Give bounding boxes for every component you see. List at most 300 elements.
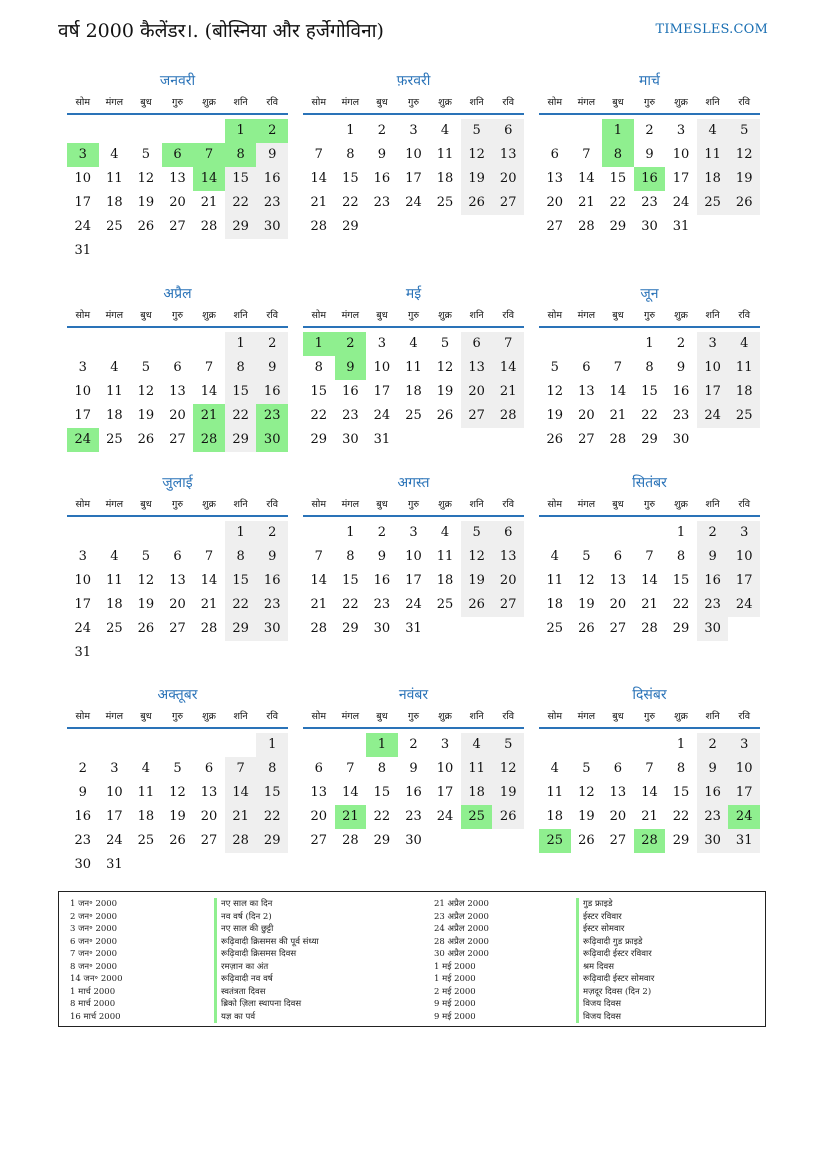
holiday-day-cell[interactable]: 14 bbox=[193, 167, 225, 191]
day-cell[interactable]: 29 bbox=[373, 833, 391, 848]
day-cell[interactable]: 9 bbox=[256, 545, 288, 569]
day-cell[interactable]: 23 bbox=[373, 195, 391, 210]
day-cell[interactable]: 22 bbox=[373, 809, 391, 824]
day-cell[interactable]: 16 bbox=[74, 809, 92, 824]
day-cell[interactable]: 2 bbox=[676, 336, 686, 351]
day-cell[interactable]: 28 bbox=[641, 621, 658, 636]
day-cell[interactable]: 15 bbox=[225, 167, 257, 191]
day-cell[interactable]: 15 bbox=[609, 171, 627, 186]
day-cell[interactable]: 1 bbox=[225, 332, 257, 356]
day-cell[interactable]: 27 bbox=[310, 833, 328, 848]
day-cell[interactable]: 26 bbox=[436, 408, 454, 423]
day-cell[interactable]: 19 bbox=[461, 167, 493, 191]
day-cell[interactable]: 25 bbox=[106, 432, 123, 447]
day-cell[interactable]: 6 bbox=[492, 119, 524, 143]
day-cell[interactable]: 24 bbox=[405, 597, 422, 612]
day-cell[interactable]: 2 bbox=[377, 525, 387, 540]
day-cell[interactable]: 14 bbox=[578, 171, 595, 186]
holiday-day-cell[interactable]: 30 bbox=[256, 428, 288, 452]
day-cell[interactable]: 17 bbox=[697, 380, 729, 404]
day-cell[interactable]: 9 bbox=[676, 360, 686, 375]
day-cell[interactable]: 11 bbox=[436, 549, 454, 564]
day-cell[interactable]: 25 bbox=[728, 404, 760, 428]
day-cell[interactable]: 8 bbox=[346, 549, 355, 564]
day-cell[interactable]: 21 bbox=[225, 805, 257, 829]
day-cell[interactable]: 14 bbox=[310, 573, 328, 588]
day-cell[interactable]: 26 bbox=[546, 432, 564, 447]
day-cell[interactable]: 18 bbox=[405, 384, 422, 399]
day-cell[interactable]: 11 bbox=[728, 356, 760, 380]
day-cell[interactable]: 12 bbox=[461, 545, 493, 569]
day-cell[interactable]: 23 bbox=[256, 593, 288, 617]
day-cell[interactable]: 17 bbox=[728, 781, 760, 805]
day-cell[interactable]: 9 bbox=[78, 785, 87, 800]
day-cell[interactable]: 1 bbox=[346, 525, 355, 540]
day-cell[interactable]: 27 bbox=[492, 191, 524, 215]
day-cell[interactable]: 26 bbox=[169, 833, 186, 848]
day-cell[interactable]: 2 bbox=[645, 123, 654, 138]
day-cell[interactable]: 16 bbox=[697, 569, 729, 593]
day-cell[interactable]: 18 bbox=[697, 167, 729, 191]
day-cell[interactable]: 20 bbox=[609, 809, 627, 824]
day-cell[interactable]: 3 bbox=[409, 525, 418, 540]
day-cell[interactable]: 1 bbox=[346, 123, 355, 138]
day-cell[interactable]: 26 bbox=[492, 805, 524, 829]
day-cell[interactable]: 5 bbox=[582, 549, 591, 564]
day-cell[interactable]: 23 bbox=[342, 408, 359, 423]
holiday-day-cell[interactable]: 8 bbox=[602, 143, 634, 167]
holiday-day-cell[interactable]: 7 bbox=[193, 143, 225, 167]
day-cell[interactable]: 12 bbox=[169, 785, 186, 800]
day-cell[interactable]: 7 bbox=[314, 147, 323, 162]
day-cell[interactable]: 16 bbox=[697, 781, 729, 805]
day-cell[interactable]: 4 bbox=[110, 147, 119, 162]
day-cell[interactable]: 25 bbox=[697, 191, 729, 215]
day-cell[interactable]: 29 bbox=[672, 833, 690, 848]
day-cell[interactable]: 22 bbox=[672, 809, 690, 824]
day-cell[interactable]: 20 bbox=[200, 809, 218, 824]
day-cell[interactable]: 29 bbox=[225, 617, 257, 641]
day-cell[interactable]: 19 bbox=[137, 597, 155, 612]
day-cell[interactable]: 10 bbox=[697, 356, 729, 380]
day-cell[interactable]: 11 bbox=[546, 785, 564, 800]
day-cell[interactable]: 17 bbox=[436, 785, 454, 800]
day-cell[interactable]: 1 bbox=[676, 737, 686, 752]
day-cell[interactable]: 9 bbox=[409, 761, 418, 776]
day-cell[interactable]: 24 bbox=[436, 809, 454, 824]
holiday-day-cell[interactable]: 8 bbox=[225, 143, 257, 167]
day-cell[interactable]: 10 bbox=[436, 761, 454, 776]
day-cell[interactable]: 12 bbox=[546, 384, 564, 399]
day-cell[interactable]: 13 bbox=[169, 384, 186, 399]
day-cell[interactable]: 18 bbox=[106, 408, 123, 423]
day-cell[interactable]: 6 bbox=[492, 521, 524, 545]
day-cell[interactable]: 7 bbox=[204, 360, 214, 375]
day-cell[interactable]: 24 bbox=[728, 593, 760, 617]
day-cell[interactable]: 27 bbox=[546, 219, 564, 234]
day-cell[interactable]: 24 bbox=[74, 219, 92, 234]
day-cell[interactable]: 9 bbox=[377, 549, 387, 564]
day-cell[interactable]: 13 bbox=[609, 785, 627, 800]
day-cell[interactable]: 30 bbox=[256, 215, 288, 239]
day-cell[interactable]: 3 bbox=[697, 332, 729, 356]
day-cell[interactable]: 17 bbox=[373, 384, 391, 399]
day-cell[interactable]: 8 bbox=[676, 549, 686, 564]
day-cell[interactable]: 4 bbox=[409, 336, 418, 351]
day-cell[interactable]: 8 bbox=[314, 360, 323, 375]
day-cell[interactable]: 23 bbox=[672, 408, 690, 423]
day-cell[interactable]: 10 bbox=[74, 171, 92, 186]
day-cell[interactable]: 9 bbox=[377, 147, 387, 162]
day-cell[interactable]: 4 bbox=[728, 332, 760, 356]
day-cell[interactable]: 18 bbox=[106, 195, 123, 210]
day-cell[interactable]: 2 bbox=[697, 521, 729, 545]
day-cell[interactable]: 27 bbox=[200, 833, 218, 848]
day-cell[interactable]: 7 bbox=[613, 360, 623, 375]
day-cell[interactable]: 16 bbox=[672, 384, 690, 399]
day-cell[interactable]: 26 bbox=[578, 621, 595, 636]
day-cell[interactable]: 12 bbox=[578, 573, 595, 588]
day-cell[interactable]: 26 bbox=[578, 833, 595, 848]
day-cell[interactable]: 5 bbox=[141, 549, 151, 564]
day-cell[interactable]: 20 bbox=[609, 597, 627, 612]
day-cell[interactable]: 28 bbox=[609, 432, 627, 447]
day-cell[interactable]: 22 bbox=[225, 404, 257, 428]
day-cell[interactable]: 19 bbox=[137, 408, 155, 423]
day-cell[interactable]: 31 bbox=[106, 857, 123, 872]
day-cell[interactable]: 16 bbox=[373, 171, 391, 186]
day-cell[interactable]: 22 bbox=[310, 408, 328, 423]
day-cell[interactable]: 25 bbox=[546, 621, 564, 636]
day-cell[interactable]: 5 bbox=[461, 521, 493, 545]
holiday-day-cell[interactable]: 24 bbox=[67, 428, 99, 452]
holiday-day-cell[interactable]: 16 bbox=[634, 167, 666, 191]
day-cell[interactable]: 15 bbox=[373, 785, 391, 800]
holiday-day-cell[interactable]: 23 bbox=[256, 404, 288, 428]
day-cell[interactable]: 21 bbox=[200, 195, 218, 210]
day-cell[interactable]: 12 bbox=[492, 757, 524, 781]
day-cell[interactable]: 4 bbox=[697, 119, 729, 143]
day-cell[interactable]: 29 bbox=[225, 428, 257, 452]
day-cell[interactable]: 5 bbox=[440, 336, 450, 351]
day-cell[interactable]: 3 bbox=[440, 737, 450, 752]
day-cell[interactable]: 10 bbox=[405, 147, 422, 162]
day-cell[interactable]: 14 bbox=[310, 171, 328, 186]
day-cell[interactable]: 29 bbox=[641, 432, 658, 447]
day-cell[interactable]: 22 bbox=[256, 805, 288, 829]
day-cell[interactable]: 20 bbox=[492, 167, 524, 191]
day-cell[interactable]: 27 bbox=[609, 621, 627, 636]
day-cell[interactable]: 13 bbox=[492, 143, 524, 167]
day-cell[interactable]: 21 bbox=[492, 380, 524, 404]
day-cell[interactable]: 11 bbox=[106, 384, 123, 399]
day-cell[interactable]: 27 bbox=[461, 404, 493, 428]
day-cell[interactable]: 3 bbox=[78, 360, 87, 375]
day-cell[interactable]: 19 bbox=[169, 809, 186, 824]
day-cell[interactable]: 30 bbox=[672, 432, 690, 447]
day-cell[interactable]: 2 bbox=[409, 737, 418, 752]
day-cell[interactable]: 11 bbox=[436, 147, 454, 162]
day-cell[interactable]: 29 bbox=[609, 219, 627, 234]
day-cell[interactable]: 26 bbox=[137, 432, 155, 447]
day-cell[interactable]: 24 bbox=[373, 408, 391, 423]
day-cell[interactable]: 16 bbox=[256, 569, 288, 593]
day-cell[interactable]: 13 bbox=[310, 785, 328, 800]
day-cell[interactable]: 11 bbox=[137, 785, 155, 800]
day-cell[interactable]: 11 bbox=[461, 757, 493, 781]
day-cell[interactable]: 12 bbox=[578, 785, 595, 800]
day-cell[interactable]: 7 bbox=[204, 549, 214, 564]
day-cell[interactable]: 13 bbox=[492, 545, 524, 569]
day-cell[interactable]: 13 bbox=[609, 573, 627, 588]
day-cell[interactable]: 14 bbox=[641, 785, 658, 800]
day-cell[interactable]: 17 bbox=[405, 171, 422, 186]
day-cell[interactable]: 29 bbox=[672, 621, 690, 636]
day-cell[interactable]: 4 bbox=[550, 761, 559, 776]
holiday-day-cell[interactable]: 21 bbox=[193, 404, 225, 428]
day-cell[interactable]: 31 bbox=[74, 243, 92, 258]
day-cell[interactable]: 13 bbox=[169, 573, 186, 588]
day-cell[interactable]: 22 bbox=[225, 191, 257, 215]
holiday-day-cell[interactable]: 25 bbox=[539, 829, 571, 853]
day-cell[interactable]: 22 bbox=[609, 195, 627, 210]
day-cell[interactable]: 30 bbox=[697, 617, 729, 641]
day-cell[interactable]: 8 bbox=[256, 757, 288, 781]
site-logo[interactable]: TIMESLES.COM bbox=[655, 22, 768, 37]
day-cell[interactable]: 24 bbox=[672, 195, 690, 210]
day-cell[interactable]: 15 bbox=[342, 573, 359, 588]
day-cell[interactable]: 25 bbox=[137, 833, 155, 848]
day-cell[interactable]: 6 bbox=[582, 360, 591, 375]
day-cell[interactable]: 9 bbox=[256, 356, 288, 380]
day-cell[interactable]: 3 bbox=[676, 123, 686, 138]
day-cell[interactable]: 3 bbox=[78, 549, 87, 564]
day-cell[interactable]: 5 bbox=[550, 360, 559, 375]
day-cell[interactable]: 31 bbox=[74, 645, 92, 660]
day-cell[interactable]: 24 bbox=[697, 404, 729, 428]
day-cell[interactable]: 25 bbox=[106, 621, 123, 636]
day-cell[interactable]: 13 bbox=[169, 171, 186, 186]
holiday-day-cell[interactable]: 2 bbox=[256, 119, 288, 143]
day-cell[interactable]: 23 bbox=[641, 195, 658, 210]
day-cell[interactable]: 29 bbox=[342, 621, 359, 636]
day-cell[interactable]: 10 bbox=[373, 360, 391, 375]
day-cell[interactable]: 30 bbox=[256, 617, 288, 641]
day-cell[interactable]: 14 bbox=[200, 384, 218, 399]
day-cell[interactable]: 16 bbox=[342, 384, 359, 399]
day-cell[interactable]: 26 bbox=[728, 191, 760, 215]
day-cell[interactable]: 22 bbox=[225, 593, 257, 617]
day-cell[interactable]: 18 bbox=[546, 597, 564, 612]
day-cell[interactable]: 8 bbox=[645, 360, 654, 375]
day-cell[interactable]: 17 bbox=[74, 195, 92, 210]
day-cell[interactable]: 17 bbox=[74, 408, 92, 423]
day-cell[interactable]: 19 bbox=[546, 408, 564, 423]
day-cell[interactable]: 22 bbox=[342, 195, 359, 210]
day-cell[interactable]: 26 bbox=[461, 191, 493, 215]
day-cell[interactable]: 12 bbox=[137, 573, 155, 588]
day-cell[interactable]: 29 bbox=[342, 219, 359, 234]
day-cell[interactable]: 11 bbox=[405, 360, 422, 375]
day-cell[interactable]: 25 bbox=[436, 195, 454, 210]
day-cell[interactable]: 28 bbox=[492, 404, 524, 428]
day-cell[interactable]: 18 bbox=[436, 573, 454, 588]
day-cell[interactable]: 13 bbox=[546, 171, 564, 186]
day-cell[interactable]: 30 bbox=[641, 219, 658, 234]
day-cell[interactable]: 1 bbox=[225, 521, 257, 545]
day-cell[interactable]: 12 bbox=[461, 143, 493, 167]
day-cell[interactable]: 8 bbox=[377, 761, 387, 776]
day-cell[interactable]: 19 bbox=[461, 569, 493, 593]
day-cell[interactable]: 8 bbox=[676, 761, 686, 776]
day-cell[interactable]: 14 bbox=[492, 356, 524, 380]
day-cell[interactable]: 16 bbox=[256, 380, 288, 404]
day-cell[interactable]: 31 bbox=[405, 621, 422, 636]
day-cell[interactable]: 23 bbox=[256, 191, 288, 215]
day-cell[interactable]: 21 bbox=[609, 408, 627, 423]
day-cell[interactable]: 15 bbox=[672, 573, 690, 588]
holiday-day-cell[interactable]: 9 bbox=[335, 356, 367, 380]
day-cell[interactable]: 16 bbox=[256, 167, 288, 191]
day-cell[interactable]: 12 bbox=[137, 171, 155, 186]
day-cell[interactable]: 21 bbox=[641, 597, 658, 612]
day-cell[interactable]: 19 bbox=[492, 781, 524, 805]
day-cell[interactable]: 28 bbox=[342, 833, 359, 848]
day-cell[interactable]: 28 bbox=[200, 621, 218, 636]
day-cell[interactable]: 27 bbox=[492, 593, 524, 617]
day-cell[interactable]: 28 bbox=[310, 621, 328, 636]
day-cell[interactable]: 1 bbox=[645, 336, 654, 351]
day-cell[interactable]: 27 bbox=[578, 432, 595, 447]
day-cell[interactable]: 17 bbox=[672, 171, 690, 186]
day-cell[interactable]: 5 bbox=[582, 761, 591, 776]
day-cell[interactable]: 4 bbox=[461, 733, 493, 757]
day-cell[interactable]: 16 bbox=[405, 785, 422, 800]
day-cell[interactable]: 20 bbox=[169, 195, 186, 210]
holiday-day-cell[interactable]: 2 bbox=[335, 332, 367, 356]
day-cell[interactable]: 7 bbox=[582, 147, 591, 162]
holiday-day-cell[interactable]: 21 bbox=[335, 805, 367, 829]
day-cell[interactable]: 19 bbox=[137, 195, 155, 210]
day-cell[interactable]: 9 bbox=[697, 757, 729, 781]
day-cell[interactable]: 27 bbox=[169, 621, 186, 636]
day-cell[interactable]: 4 bbox=[110, 360, 119, 375]
day-cell[interactable]: 10 bbox=[672, 147, 690, 162]
holiday-day-cell[interactable]: 1 bbox=[225, 119, 257, 143]
day-cell[interactable]: 3 bbox=[377, 336, 387, 351]
day-cell[interactable]: 10 bbox=[728, 545, 760, 569]
day-cell[interactable]: 20 bbox=[169, 597, 186, 612]
day-cell[interactable]: 14 bbox=[342, 785, 359, 800]
day-cell[interactable]: 2 bbox=[256, 521, 288, 545]
day-cell[interactable]: 20 bbox=[578, 408, 595, 423]
day-cell[interactable]: 5 bbox=[461, 119, 493, 143]
day-cell[interactable]: 15 bbox=[672, 785, 690, 800]
day-cell[interactable]: 9 bbox=[697, 545, 729, 569]
day-cell[interactable]: 6 bbox=[314, 761, 323, 776]
day-cell[interactable]: 25 bbox=[405, 408, 422, 423]
day-cell[interactable]: 31 bbox=[373, 432, 391, 447]
day-cell[interactable]: 6 bbox=[613, 549, 623, 564]
holiday-day-cell[interactable]: 25 bbox=[461, 805, 493, 829]
day-cell[interactable]: 10 bbox=[74, 384, 92, 399]
day-cell[interactable]: 20 bbox=[310, 809, 328, 824]
day-cell[interactable]: 4 bbox=[550, 549, 559, 564]
holiday-day-cell[interactable]: 1 bbox=[366, 733, 398, 757]
day-cell[interactable]: 7 bbox=[346, 761, 355, 776]
day-cell[interactable]: 23 bbox=[697, 805, 729, 829]
day-cell[interactable]: 14 bbox=[641, 573, 658, 588]
day-cell[interactable]: 12 bbox=[137, 384, 155, 399]
day-cell[interactable]: 24 bbox=[405, 195, 422, 210]
day-cell[interactable]: 21 bbox=[641, 809, 658, 824]
day-cell[interactable]: 17 bbox=[74, 597, 92, 612]
day-cell[interactable]: 18 bbox=[436, 171, 454, 186]
day-cell[interactable]: 28 bbox=[200, 219, 218, 234]
day-cell[interactable]: 21 bbox=[310, 195, 328, 210]
day-cell[interactable]: 22 bbox=[641, 408, 658, 423]
day-cell[interactable]: 13 bbox=[578, 384, 595, 399]
holiday-day-cell[interactable]: 28 bbox=[193, 428, 225, 452]
day-cell[interactable]: 22 bbox=[672, 597, 690, 612]
day-cell[interactable]: 5 bbox=[173, 761, 182, 776]
day-cell[interactable]: 7 bbox=[645, 761, 654, 776]
day-cell[interactable]: 14 bbox=[225, 781, 257, 805]
day-cell[interactable]: 17 bbox=[106, 809, 123, 824]
holiday-day-cell[interactable]: 28 bbox=[634, 829, 666, 853]
day-cell[interactable]: 10 bbox=[74, 573, 92, 588]
day-cell[interactable]: 4 bbox=[440, 123, 450, 138]
day-cell[interactable]: 22 bbox=[342, 597, 359, 612]
day-cell[interactable]: 26 bbox=[137, 219, 155, 234]
day-cell[interactable]: 30 bbox=[373, 621, 391, 636]
day-cell[interactable]: 8 bbox=[225, 356, 257, 380]
day-cell[interactable]: 19 bbox=[578, 597, 595, 612]
day-cell[interactable]: 3 bbox=[110, 761, 119, 776]
day-cell[interactable]: 11 bbox=[546, 573, 564, 588]
day-cell[interactable]: 9 bbox=[645, 147, 654, 162]
day-cell[interactable]: 23 bbox=[405, 809, 422, 824]
day-cell[interactable]: 7 bbox=[492, 332, 524, 356]
day-cell[interactable]: 15 bbox=[310, 384, 328, 399]
day-cell[interactable]: 4 bbox=[141, 761, 151, 776]
day-cell[interactable]: 5 bbox=[141, 360, 151, 375]
day-cell[interactable]: 12 bbox=[436, 360, 454, 375]
day-cell[interactable]: 6 bbox=[173, 549, 182, 564]
day-cell[interactable]: 20 bbox=[169, 408, 186, 423]
day-cell[interactable]: 6 bbox=[550, 147, 559, 162]
day-cell[interactable]: 13 bbox=[200, 785, 218, 800]
day-cell[interactable]: 3 bbox=[728, 733, 760, 757]
day-cell[interactable]: 15 bbox=[342, 171, 359, 186]
day-cell[interactable]: 2 bbox=[697, 733, 729, 757]
day-cell[interactable]: 11 bbox=[106, 171, 123, 186]
day-cell[interactable]: 30 bbox=[74, 857, 92, 872]
day-cell[interactable]: 24 bbox=[106, 833, 123, 848]
day-cell[interactable]: 29 bbox=[225, 215, 257, 239]
day-cell[interactable]: 5 bbox=[492, 733, 524, 757]
holiday-day-cell[interactable]: 3 bbox=[67, 143, 99, 167]
day-cell[interactable]: 18 bbox=[106, 597, 123, 612]
day-cell[interactable]: 28 bbox=[310, 219, 328, 234]
day-cell[interactable]: 18 bbox=[546, 809, 564, 824]
day-cell[interactable]: 5 bbox=[728, 119, 760, 143]
day-cell[interactable]: 21 bbox=[200, 597, 218, 612]
day-cell[interactable]: 11 bbox=[106, 573, 123, 588]
day-cell[interactable]: 15 bbox=[641, 384, 658, 399]
day-cell[interactable]: 4 bbox=[440, 525, 450, 540]
day-cell[interactable]: 8 bbox=[225, 545, 257, 569]
